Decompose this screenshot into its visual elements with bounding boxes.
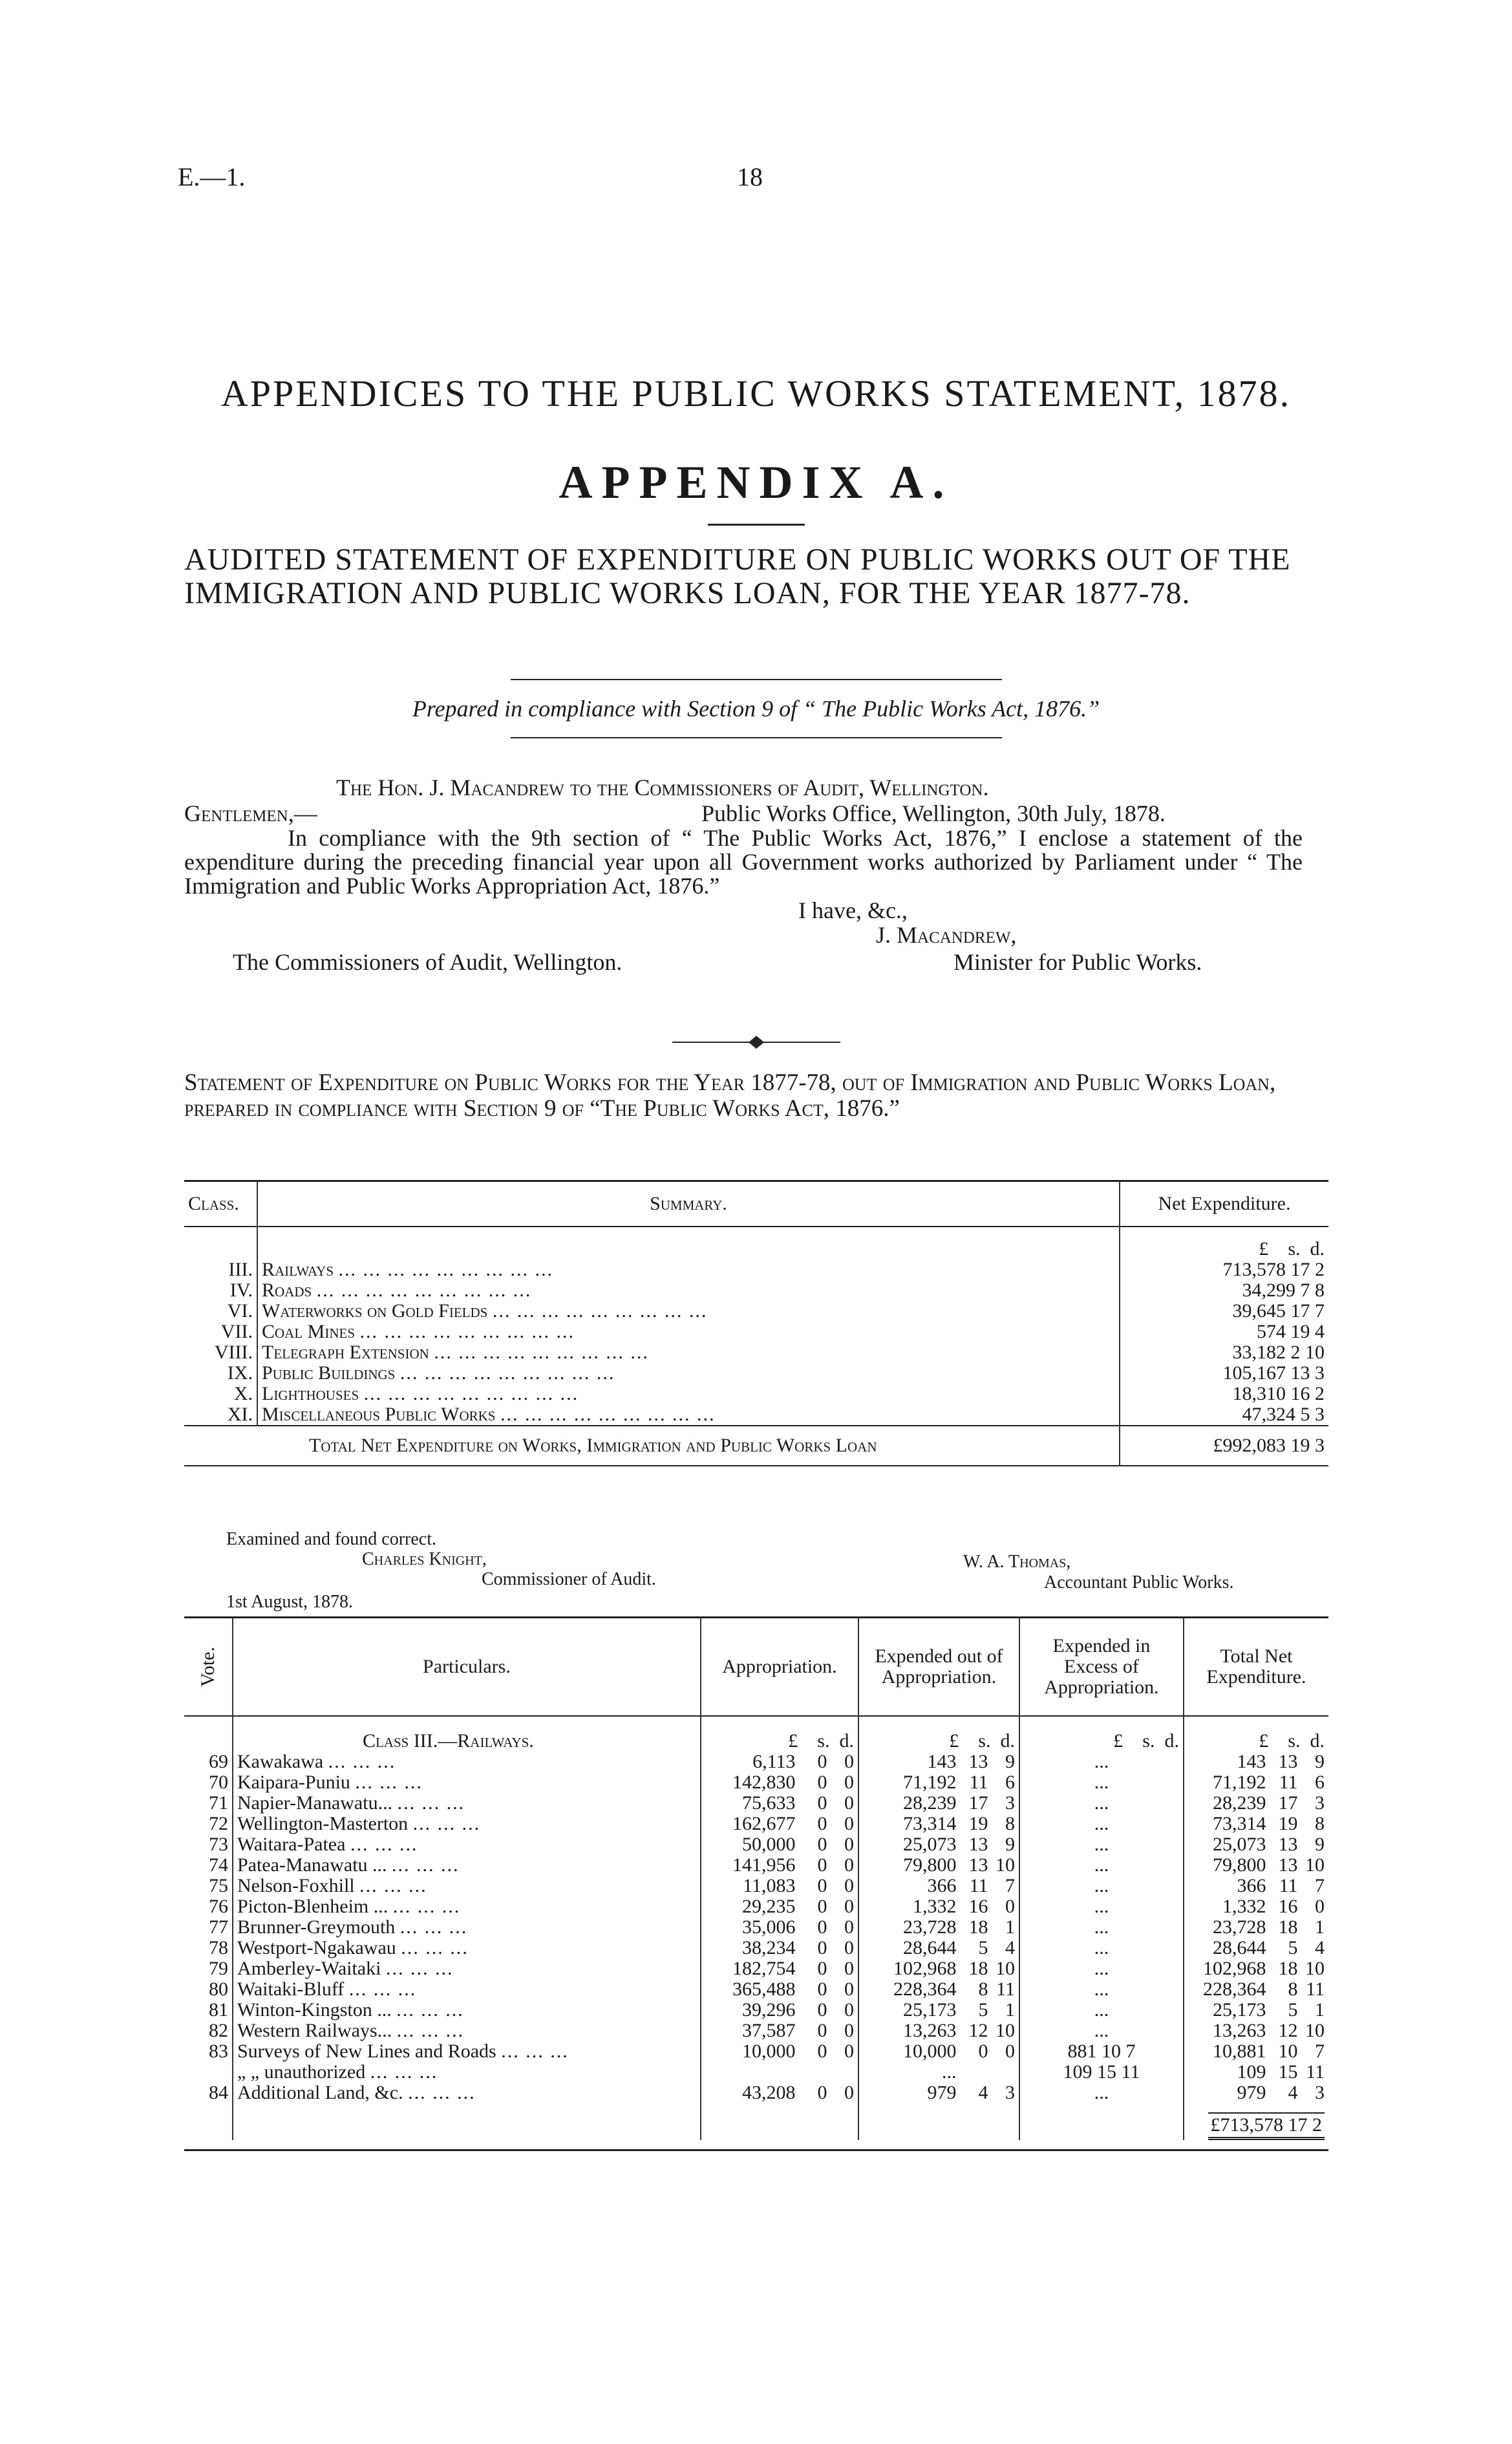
leader-dots: ... ... ... [370,2061,438,2083]
total-net-amount: 73,314 19 8 [1184,1814,1328,1834]
detail-row [184,1876,1328,1896]
appropriation-amount: 37,587 0 0 [701,2021,858,2041]
expended-amount: 979 4 3 [858,2083,1019,2103]
particulars-name: Kawakawa ... ... ... [233,1752,701,1772]
vote-number: 74 [208,1854,228,1876]
appropriation-amount: 141,956 0 0 [701,1855,858,1876]
detail-row [184,1979,1328,2000]
summary-work-name: Public Buildings ... ... ... ... ... ... ... ... ... [257,1363,1120,1384]
appropriation-amount: 162,677 0 0 [701,1814,858,1834]
detail-table [184,1616,1328,2151]
expended-amount: 25,173 5 1 [858,2000,1019,2021]
particulars-name: Brunner-Greymouth ... ... ... [233,1917,701,1938]
leader-dots: ... ... ... ... ... ... ... ... ... [316,1280,532,1301]
leader-dots: ... ... ... [350,1834,418,1855]
detail-row [184,1793,1328,1814]
vote-number: 71 [208,1792,228,1814]
leader-dots: ... ... ... [396,1999,464,2021]
summary-net-amount: 34,299 7 8 [1120,1280,1328,1301]
excess-amount: ... [1019,1917,1184,1938]
leader-dots: ... ... ... ... ... ... ... ... ... [363,1383,579,1404]
appropriation-amount: 365,488 0 0 [701,1979,858,2000]
summary-row [184,1301,1328,1322]
leader-dots: ... ... ... [348,1978,417,2000]
vote-number: 82 [208,2020,228,2041]
leader-dots: ... ... ... [408,2082,476,2103]
appropriation-amount: 142,830 0 0 [701,1772,858,1793]
expended-amount: 71,192 11 6 [858,1772,1019,1793]
appropriation-amount: 38,234 0 0 [701,1938,858,1958]
vote-number: 79 [208,1958,228,1979]
summary-row [184,1363,1328,1384]
vote-number: 78 [208,1937,228,1958]
examined-date: 1st August, 1878. [226,1592,354,1612]
particulars-name: Amberley-Waitaki ... ... ... [233,1958,701,1979]
leader-dots: ... ... ... [501,2041,569,2062]
particulars-name: Additional Land, &c. ... ... ... [233,2083,701,2103]
appendix-label: APPENDIX A. [559,456,953,508]
particulars-name: „ „ unauthorized ... ... ... [233,2062,701,2083]
particulars-name: Winton-Kingston ... ... ... ... [233,2000,701,2021]
detail-grand-total: £713,578 17 2 [1208,2112,1325,2140]
total-net-amount: 228,364 8 11 [1184,1979,1328,2000]
expended-amount: 228,364 8 11 [858,1979,1019,2000]
detail-currency-units: £ s. d. [1184,1716,1328,1752]
detail-header-particulars: Particulars. [233,1618,701,1717]
vote-number: 70 [208,1772,228,1793]
vote-number: 80 [208,1978,228,2000]
auditor-name: Charles Knight, [362,1549,487,1569]
summary-header-class: Class. [188,1193,239,1214]
vote-number: 83 [208,2041,228,2062]
excess-amount: ... [1019,1876,1184,1896]
excess-amount: ... [1019,1814,1184,1834]
summary-work-name: Roads ... ... ... ... ... ... ... ... ... [257,1280,1120,1301]
leader-dots: ... ... ... [392,1854,460,1876]
summary-work-name: Waterworks on Gold Fields ... ... ... ... ... ... ... ... ... [257,1301,1120,1322]
leader-dots: ... ... ... [392,1896,461,1917]
summary-row [184,1384,1328,1404]
particulars-name: Kaipara-Puniu ... ... ... [233,1772,701,1793]
ornament-divider [672,1034,840,1050]
summary-header-summary: Summary. [257,1181,1120,1227]
particulars-name: Nelson-Foxhill ... ... ... [233,1876,701,1896]
divider [708,524,805,526]
leader-dots: ... ... ... [359,1875,427,1896]
excess-amount: ... [1019,2083,1184,2103]
detail-row [184,1958,1328,1979]
total-net-amount: 1,332 16 0 [1184,1896,1328,1917]
letter-signatory-title: Minister for Public Works. [953,949,1202,975]
excess-amount: ... [1019,1855,1184,1876]
particulars-name: Patea-Manawatu ... ... ... ... [233,1855,701,1876]
excess-amount: ... [1019,1752,1184,1772]
vote-number: 77 [208,1916,228,1938]
detail-row [184,1772,1328,1793]
expended-amount: 28,239 17 3 [858,1793,1019,1814]
particulars-name: Wellington-Masterton ... ... ... [233,1814,701,1834]
detail-row [184,1834,1328,1855]
detail-currency-units: £ s. d. [1019,1716,1184,1752]
summary-row [184,1260,1328,1280]
detail-row [184,2083,1328,2103]
expended-amount: 79,800 13 10 [858,1855,1019,1876]
detail-row [184,1938,1328,1958]
excess-amount: ... [1019,1834,1184,1855]
divider [511,679,1002,680]
total-net-amount: 109 15 11 [1184,2062,1328,2083]
summary-row [184,1280,1328,1301]
appropriation-amount: 35,006 0 0 [701,1917,858,1938]
excess-amount: ... [1019,1938,1184,1958]
letter-closing: I have, &c., [798,897,908,923]
leader-dots: ... ... ... [397,1792,465,1814]
detail-row [184,2021,1328,2041]
document-code: E.—1. [178,162,246,191]
vote-number: 69 [208,1751,228,1772]
appropriation-amount: 50,000 0 0 [701,1834,858,1855]
detail-row [184,1896,1328,1917]
letter-place-date: Public Works Office, Wellington, 30th July, 1878. [701,800,1166,826]
leader-dots: ... ... ... [328,1751,396,1772]
summary-class-number: XI. [227,1404,253,1425]
particulars-name: Waitaki-Bluff ... ... ... [233,1979,701,2000]
appropriation-amount: 75,633 0 0 [701,1793,858,1814]
detail-row [184,1917,1328,1938]
total-net-amount: 979 4 3 [1184,2083,1328,2103]
total-net-amount: 366 11 7 [1184,1876,1328,1896]
appropriation-amount: 11,083 0 0 [701,1876,858,1896]
summary-work-name: Miscellaneous Public Works ... ... ... ... ... ... ... ... ... [257,1404,1120,1426]
summary-net-amount: 47,324 5 3 [1120,1404,1328,1426]
excess-amount: ... [1019,1896,1184,1917]
total-net-amount: 79,800 13 10 [1184,1855,1328,1876]
summary-work-name: Telegraph Extension ... ... ... ... ... ... ... ... ... [257,1342,1120,1363]
summary-work-name: Lighthouses ... ... ... ... ... ... ... ... ... [257,1384,1120,1404]
detail-row [184,1814,1328,1834]
examined-line: Examined and found correct. [226,1529,436,1549]
total-net-amount: 25,073 13 9 [1184,1834,1328,1855]
total-net-amount: 25,173 5 1 [1184,2000,1328,2021]
detail-header-appropriation: Appropriation. [701,1618,858,1717]
leader-dots: ... ... ... ... ... ... ... ... ... [500,1404,716,1425]
particulars-name: Waitara-Patea ... ... ... [233,1834,701,1855]
particulars-name: Napier-Manawatu... ... ... ... [233,1793,701,1814]
audited-title: AUDITED STATEMENT OF EXPENDITURE ON PUBLIC WORKS OUT OF THE IMMIGRATION AND PUBLIC WORKS LOAN, FOR THE YEAR 1877-78. [184,542,1291,610]
vote-number: 84 [208,2082,228,2103]
detail-header-vote: Vote. [197,1647,218,1687]
leader-dots: ... ... ... ... ... ... ... ... ... [434,1342,649,1363]
summary-net-amount: 39,645 17 7 [1120,1301,1328,1322]
vote-number: 75 [208,1875,228,1896]
expended-amount: 10,000 0 0 [858,2041,1019,2062]
appropriation-amount: 182,754 0 0 [701,1958,858,1979]
prepared-line: Prepared in compliance with Section 9 of “ The Public Works Act, 1876.” [412,696,1100,722]
excess-amount: 109 15 11 [1019,2062,1184,2083]
vote-number: 81 [208,1999,228,2021]
appropriation-amount: 29,235 0 0 [701,1896,858,1917]
particulars-name: Surveys of New Lines and Roads ... ... ... [233,2041,701,2062]
detail-row [184,1752,1328,1772]
leader-dots: ... ... ... [396,2020,465,2041]
summary-class-number: X. [233,1383,253,1404]
expended-amount: 25,073 13 9 [858,1834,1019,1855]
summary-class-number: VIII. [214,1342,253,1363]
summary-net-amount: 713,578 17 2 [1120,1260,1328,1280]
summary-header-net: Net Expenditure. [1120,1181,1328,1227]
appropriation-amount [701,2062,858,2083]
summary-total-label: Total Net Expenditure on Works, Immigration and Public Works Loan [309,1435,877,1456]
vote-number: 72 [208,1813,228,1834]
leader-dots: ... ... ... ... ... ... ... ... ... [359,1321,575,1342]
summary-table [184,1180,1328,1466]
summary-net-amount: 18,310 16 2 [1120,1384,1328,1404]
particulars-name: Westport-Ngakawau ... ... ... [233,1938,701,1958]
excess-amount: ... [1019,1958,1184,1979]
expended-amount: 28,644 5 4 [858,1938,1019,1958]
detail-row [184,2000,1328,2021]
expended-amount: 23,728 18 1 [858,1917,1019,1938]
main-title: APPENDICES TO THE PUBLIC WORKS STATEMENT, 1878. [220,372,1292,414]
total-net-amount: 13,263 12 10 [1184,2021,1328,2041]
total-net-amount: 102,968 18 10 [1184,1958,1328,1979]
summary-class-number: VII. [220,1321,253,1342]
detail-header-total: Total Net Expenditure. [1184,1618,1328,1717]
leader-dots: ... ... ... [355,1772,423,1793]
excess-amount: 881 10 7 [1019,2041,1184,2062]
vote-number: 73 [208,1834,228,1855]
leader-dots: ... ... ... [399,1916,468,1938]
detail-row [184,1855,1328,1876]
accountant-name: W. A. Thomas, [963,1552,1071,1572]
letter-recipient: The Commissioners of Audit, Wellington. [233,949,623,975]
excess-amount: ... [1019,2000,1184,2021]
leader-dots: ... ... ... [412,1813,481,1834]
leader-dots: ... ... ... [385,1958,454,1979]
appropriation-amount: 39,296 0 0 [701,2000,858,2021]
detail-currency-units: £ s. d. [701,1716,858,1752]
accountant-title: Accountant Public Works. [1044,1572,1234,1592]
detail-row [184,2062,1328,2083]
letter-addressee: The Hon. J. Macandrew to the Commissioners of Audit, Wellington. [336,775,989,800]
summary-row [184,1322,1328,1342]
summary-class-number: IX. [227,1362,253,1384]
detail-header-expended: Expended out of Appropriation. [858,1618,1019,1717]
vote-number [184,2062,233,2083]
particulars-name: Western Railways... ... ... ... [233,2021,701,2041]
total-net-amount: 143 13 9 [1184,1752,1328,1772]
leader-dots: ... ... ... [401,1937,469,1958]
excess-amount: ... [1019,2021,1184,2041]
expended-amount: 143 13 9 [858,1752,1019,1772]
leader-dots: ... ... ... ... ... ... ... ... ... [492,1300,708,1322]
appropriation-amount: 43,208 0 0 [701,2083,858,2103]
expended-amount: 102,968 18 10 [858,1958,1019,1979]
letter-body: In compliance with the 9th section of “ The Public Works Act, 1876,” I enclose a statement of the expenditure during the preceding financial year upon all Government works authorized by Parliament under “ The Immigration and Public Works Appropriation Act, 1876.” [184,825,1303,899]
letter-salutation: Gentlemen,— [184,800,317,826]
appropriation-amount: 10,000 0 0 [701,2041,858,2062]
leader-dots: ... ... ... ... ... ... ... ... ... [338,1259,554,1280]
detail-section-title: Class III.—Railways. [233,1716,701,1752]
particulars-name: Picton-Blenheim ... ... ... ... [233,1896,701,1917]
leader-dots: ... ... ... ... ... ... ... ... ... [399,1362,615,1384]
summary-class-number: III. [228,1259,253,1280]
summary-class-number: IV. [229,1280,253,1301]
summary-work-name: Railways ... ... ... ... ... ... ... ... ... [257,1260,1120,1280]
expended-amount: 1,332 16 0 [858,1896,1019,1917]
detail-currency-units: £ s. d. [858,1716,1019,1752]
summary-total-amount: £992,083 19 3 [1120,1426,1328,1466]
appropriation-amount: 6,113 0 0 [701,1752,858,1772]
detail-header-excess: Expended in Excess of Appropriation. [1019,1618,1184,1717]
summary-net-amount: 105,167 13 3 [1120,1363,1328,1384]
page-number: 18 [737,162,763,191]
total-net-amount: 28,239 17 3 [1184,1793,1328,1814]
divider [511,737,1002,738]
total-net-amount: 10,881 10 7 [1184,2041,1328,2062]
summary-work-name: Coal Mines ... ... ... ... ... ... ... ... ... [257,1322,1120,1342]
total-net-amount: 23,728 18 1 [1184,1917,1328,1938]
total-net-amount: 71,192 11 6 [1184,1772,1328,1793]
expended-amount: ... [858,2062,1019,2083]
expended-amount: 73,314 19 8 [858,1814,1019,1834]
auditor-title: Commissioner of Audit. [482,1569,656,1589]
summary-net-amount: 33,182 2 10 [1120,1342,1328,1363]
total-net-amount: 28,644 5 4 [1184,1938,1328,1958]
vote-number: 76 [208,1896,228,1917]
excess-amount: ... [1019,1979,1184,2000]
vote-header-cell [184,1618,233,1717]
detail-row [184,2041,1328,2062]
excess-amount: ... [1019,1772,1184,1793]
expended-amount: 366 11 7 [858,1876,1019,1896]
statement-heading: Statement of Expenditure on Public Works for the Year 1877-78, out of Immigration and Public Works Loan, prepared in compliance with Section 9 of “The Public Works Act, 1876.” [184,1069,1276,1122]
expended-amount: 13,263 12 10 [858,2021,1019,2041]
summary-row [184,1342,1328,1363]
letter-signature: J. Macandrew, [876,922,1017,948]
summary-net-amount: 574 19 4 [1120,1322,1328,1342]
summary-row [184,1404,1328,1426]
excess-amount: ... [1019,1793,1184,1814]
summary-currency-units: £ s. d. [1120,1227,1328,1260]
summary-class-number: VI. [227,1300,253,1322]
